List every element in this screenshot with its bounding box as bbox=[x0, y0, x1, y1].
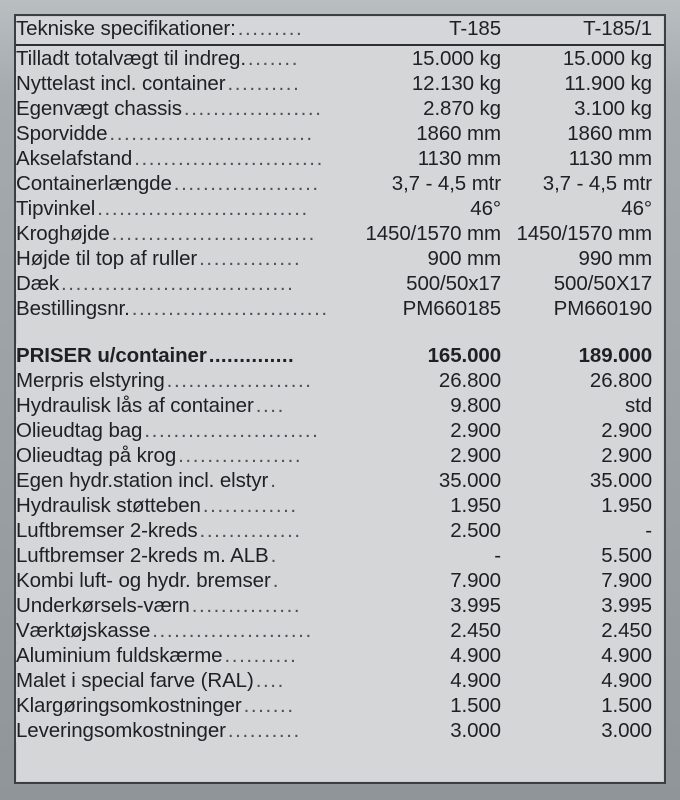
dot-leader: ............................ bbox=[111, 222, 316, 245]
value-cell-t185: 3.000 bbox=[450, 719, 501, 742]
dot-leader-line bbox=[16, 668, 338, 693]
value-cell-t185-1: 4.900 bbox=[601, 669, 652, 692]
dot-leader-line bbox=[16, 196, 338, 221]
value-cell-t185: 46° bbox=[470, 197, 501, 220]
dot-leader: .................... bbox=[173, 172, 320, 195]
value-cell-t185-1: 2.900 bbox=[601, 444, 652, 467]
dot-leader-line bbox=[16, 146, 338, 171]
dot-leader: ...................... bbox=[152, 619, 313, 642]
value-cell-t185: 2.900 bbox=[450, 444, 501, 467]
value-cell-t185-1: 3,7 - 4,5 mtr bbox=[542, 172, 652, 195]
row-label-text: Værktøjskasse bbox=[16, 619, 151, 642]
price-row bbox=[16, 443, 664, 468]
row-label-cell bbox=[16, 296, 338, 321]
value-cell-t185: 7.900 bbox=[450, 569, 501, 592]
value-cell-t185: 2.500 bbox=[450, 519, 501, 542]
row-label-cell bbox=[16, 393, 338, 418]
value-cell-t185: 15.000 kg bbox=[411, 47, 501, 70]
price-row bbox=[16, 718, 664, 743]
value-cell-t185-1: 2.450 bbox=[601, 619, 652, 642]
dot-leader: .......................... bbox=[134, 147, 324, 170]
spec-row bbox=[16, 96, 664, 121]
row-label-text: Egenvægt chassis bbox=[16, 97, 182, 120]
dot-leader: ........................ bbox=[144, 419, 320, 442]
dot-leader: ............. bbox=[202, 494, 298, 517]
row-label-cell bbox=[16, 71, 338, 96]
spec-row bbox=[16, 45, 664, 71]
row-label-text: Hydraulisk støtteben bbox=[16, 494, 201, 517]
dot-leader-line bbox=[16, 393, 338, 418]
row-label-cell bbox=[16, 468, 338, 493]
dot-leader: ................. bbox=[178, 444, 303, 467]
dot-leader: ....... bbox=[243, 694, 295, 717]
row-label-cell bbox=[16, 271, 338, 296]
dot-leader: ......... bbox=[237, 17, 304, 40]
value-cell-t185: 900 mm bbox=[427, 247, 501, 270]
dot-leader: ........................... bbox=[131, 297, 329, 320]
spec-row bbox=[16, 171, 664, 196]
dot-leader-line bbox=[16, 493, 338, 518]
value-cell-t185-1: 3.000 bbox=[601, 719, 652, 742]
row-label-cell bbox=[16, 518, 338, 543]
dot-leader-line bbox=[16, 593, 338, 618]
value-cell-t185: 1450/1570 mm bbox=[365, 222, 501, 245]
value-cell-t185-1: 1.950 bbox=[601, 494, 652, 517]
row-label-cell bbox=[16, 593, 338, 618]
dot-leader-line bbox=[16, 71, 338, 96]
row-label-cell bbox=[16, 16, 338, 45]
value-cell-t185: 2.870 kg bbox=[423, 97, 501, 120]
row-label-cell bbox=[16, 343, 338, 368]
dot-leader: ................................ bbox=[60, 272, 295, 295]
value-cell-t185: - bbox=[494, 544, 501, 567]
row-label-text: Luftbremser 2-kreds bbox=[16, 519, 198, 542]
dot-leader: ................... bbox=[183, 97, 323, 120]
dot-leader: ............................. bbox=[97, 197, 309, 220]
value-cell-t185-1: 46° bbox=[621, 197, 652, 220]
value-cell-t185: PM660185 bbox=[402, 297, 501, 320]
gap-cell bbox=[501, 321, 664, 343]
row-label-text: Underkørsels-værn bbox=[16, 594, 190, 617]
dot-leader-line bbox=[16, 121, 338, 146]
value-cell-t185: 35.000 bbox=[438, 469, 501, 492]
price-row bbox=[16, 518, 664, 543]
row-label-text: Klargøringsomkostninger bbox=[16, 694, 242, 717]
specifications-table bbox=[16, 16, 664, 743]
value-cell-t185-1: 35.000 bbox=[589, 469, 652, 492]
spec-row bbox=[16, 221, 664, 246]
price-row bbox=[16, 693, 664, 718]
dot-leader: . bbox=[270, 544, 278, 567]
row-label-text: Dæk bbox=[16, 272, 59, 295]
value-cell-t185-1: 189.000 bbox=[578, 344, 652, 367]
spec-row bbox=[16, 246, 664, 271]
dot-leader-line bbox=[16, 96, 338, 121]
price-row bbox=[16, 568, 664, 593]
row-label-text: PRISER u/container bbox=[16, 344, 207, 367]
value-cell-t185: 2.450 bbox=[450, 619, 501, 642]
dot-leader-line bbox=[16, 171, 338, 196]
row-label-text: Tilladt totalvægt til indreg. bbox=[16, 47, 246, 70]
dot-leader-line bbox=[16, 643, 338, 668]
row-label-cell bbox=[16, 618, 338, 643]
value-cell-t185-1: 2.900 bbox=[601, 419, 652, 442]
value-cell-t185-1: 1130 mm bbox=[568, 147, 652, 170]
value-cell-t185: 1.950 bbox=[450, 494, 501, 517]
value-cell-t185: 9.800 bbox=[450, 394, 501, 417]
value-cell-t185-1: 500/50X17 bbox=[553, 272, 652, 295]
price-row bbox=[16, 543, 664, 568]
row-label-cell bbox=[16, 718, 338, 743]
value-cell-t185-1: 1450/1570 mm bbox=[516, 222, 652, 245]
value-cell-t185-1: 4.900 bbox=[601, 644, 652, 667]
value-cell-t185: 165.000 bbox=[427, 344, 501, 367]
price-row bbox=[16, 468, 664, 493]
dot-leader: . bbox=[270, 469, 278, 492]
dot-leader-line bbox=[16, 543, 338, 568]
dot-leader-line bbox=[16, 568, 338, 593]
dot-leader-line bbox=[16, 246, 338, 271]
row-label-text: Luftbremser 2-kreds m. ALB bbox=[16, 544, 269, 567]
row-label-text: Tipvinkel bbox=[16, 197, 96, 220]
value-cell-t185-1: PM660190 bbox=[553, 297, 652, 320]
row-label-text: Kombi luft- og hydr. bremser bbox=[16, 569, 271, 592]
row-label-cell bbox=[16, 171, 338, 196]
row-label-cell bbox=[16, 568, 338, 593]
dot-leader: . bbox=[272, 569, 280, 592]
value-cell-t185: 2.900 bbox=[450, 419, 501, 442]
row-label-text: Sporvidde bbox=[16, 122, 108, 145]
value-cell-t185-1: 26.800 bbox=[589, 369, 652, 392]
value-cell-t185-1: 3.100 kg bbox=[574, 97, 652, 120]
value-cell-t185-1: 3.995 bbox=[601, 594, 652, 617]
value-cell-t185: 12.130 kg bbox=[411, 72, 501, 95]
dot-leader: .... bbox=[255, 394, 285, 417]
value-cell-t185: 500/50x17 bbox=[406, 272, 501, 295]
row-label-cell bbox=[16, 146, 338, 171]
dot-leader-line bbox=[16, 221, 338, 246]
row-label-cell bbox=[16, 368, 338, 393]
row-label-cell bbox=[16, 543, 338, 568]
row-label-text: Kroghøjde bbox=[16, 222, 110, 245]
dot-leader-line bbox=[16, 618, 338, 643]
dot-leader-line bbox=[16, 368, 338, 393]
value-cell-t185-1: 990 mm bbox=[578, 247, 652, 270]
row-label-text: Bestillingsnr. bbox=[16, 297, 130, 320]
dot-leader-line bbox=[16, 443, 338, 468]
row-label-text: Nyttelast incl. container bbox=[16, 72, 226, 95]
dot-leader: ....... bbox=[247, 47, 299, 70]
dot-leader-line bbox=[16, 16, 338, 41]
row-label-cell bbox=[16, 443, 338, 468]
row-label-text: Tekniske specifikationer: bbox=[16, 17, 236, 40]
dot-leader-line bbox=[16, 518, 338, 543]
spec-row bbox=[16, 196, 664, 221]
row-label-cell bbox=[16, 196, 338, 221]
spec-row bbox=[16, 296, 664, 321]
row-label-cell bbox=[16, 693, 338, 718]
dot-leader-line bbox=[16, 718, 338, 743]
value-cell-t185-1: 11.900 kg bbox=[564, 72, 652, 95]
gap-cell bbox=[16, 321, 338, 343]
row-label-text: Egen hydr.station incl. elstyr bbox=[16, 469, 269, 492]
row-label-text: Højde til top af ruller bbox=[16, 247, 198, 270]
dot-leader: .... bbox=[255, 669, 285, 692]
value-cell-t185: 1.500 bbox=[450, 694, 501, 717]
spec-row bbox=[16, 71, 664, 96]
dot-leader-line bbox=[16, 343, 338, 368]
row-label-text: Hydraulisk lås af container bbox=[16, 394, 254, 417]
row-label-cell bbox=[16, 246, 338, 271]
row-label-text: Merpris elstyring bbox=[16, 369, 165, 392]
price-row bbox=[16, 493, 664, 518]
row-label-cell bbox=[16, 668, 338, 693]
value-cell-t185: 4.900 bbox=[450, 669, 501, 692]
dot-leader: .......... bbox=[224, 644, 298, 667]
dot-leader: .......... bbox=[227, 72, 301, 95]
row-label-text: Akselafstand bbox=[16, 147, 133, 170]
value-cell-t185: T-185 bbox=[338, 16, 501, 45]
value-cell-t185: 1860 mm bbox=[416, 122, 501, 145]
value-cell-t185-1: - bbox=[645, 519, 652, 542]
value-cell-t185: 1130 mm bbox=[417, 147, 501, 170]
dot-leader-line bbox=[16, 693, 338, 718]
row-label-cell bbox=[16, 221, 338, 246]
section-gap-row bbox=[16, 321, 664, 343]
table-header-row bbox=[16, 16, 664, 45]
spec-panel bbox=[14, 14, 666, 784]
row-label-cell bbox=[16, 418, 338, 443]
dot-leader: .............. bbox=[208, 344, 295, 367]
value-cell-t185: 4.900 bbox=[450, 644, 501, 667]
row-label-cell bbox=[16, 643, 338, 668]
price-row bbox=[16, 418, 664, 443]
dot-leader: .............. bbox=[199, 519, 302, 542]
value-cell-t185-1: 5.500 bbox=[601, 544, 652, 567]
dot-leader-line bbox=[16, 46, 338, 71]
value-cell-t185: 26.800 bbox=[438, 369, 501, 392]
spec-row bbox=[16, 121, 664, 146]
value-cell-t185: 3,7 - 4,5 mtr bbox=[391, 172, 501, 195]
row-label-text: Leveringsomkostninger bbox=[16, 719, 226, 742]
dot-leader-line bbox=[16, 418, 338, 443]
dot-leader: ............... bbox=[191, 594, 302, 617]
row-label-text: Malet i special farve (RAL) bbox=[16, 669, 254, 692]
value-cell-t185-1: std bbox=[624, 394, 652, 417]
row-label-text: Olieudtag på krog bbox=[16, 444, 177, 467]
gap-cell bbox=[338, 321, 501, 343]
price-row bbox=[16, 668, 664, 693]
row-label-cell bbox=[16, 45, 338, 71]
value-cell-t185-1: 7.900 bbox=[601, 569, 652, 592]
dot-leader-line bbox=[16, 296, 338, 321]
price-row bbox=[16, 618, 664, 643]
row-label-text: Olieudtag bag bbox=[16, 419, 143, 442]
row-label-text: Aluminium fuldskærme bbox=[16, 644, 223, 667]
dot-leader: ............................ bbox=[109, 122, 314, 145]
price-row bbox=[16, 643, 664, 668]
value-cell-t185-1: 15.000 kg bbox=[562, 47, 652, 70]
dot-leader: .......... bbox=[227, 719, 301, 742]
price-row bbox=[16, 393, 664, 418]
value-cell-t185-1: 1860 mm bbox=[567, 122, 652, 145]
dot-leader-line bbox=[16, 271, 338, 296]
value-cell-t185-1: T-185/1 bbox=[501, 16, 664, 45]
row-label-cell bbox=[16, 96, 338, 121]
dot-leader-line bbox=[16, 468, 338, 493]
value-cell-t185: 3.995 bbox=[450, 594, 501, 617]
price-row bbox=[16, 368, 664, 393]
row-label-cell bbox=[16, 493, 338, 518]
dot-leader: .................... bbox=[166, 369, 313, 392]
row-label-text: Containerlængde bbox=[16, 172, 172, 195]
price-row bbox=[16, 593, 664, 618]
value-cell-t185-1: 1.500 bbox=[601, 694, 652, 717]
dot-leader: .............. bbox=[199, 247, 302, 270]
row-label-cell bbox=[16, 121, 338, 146]
spec-row bbox=[16, 146, 664, 171]
prices-heading-row bbox=[16, 343, 664, 368]
spec-row bbox=[16, 271, 664, 296]
